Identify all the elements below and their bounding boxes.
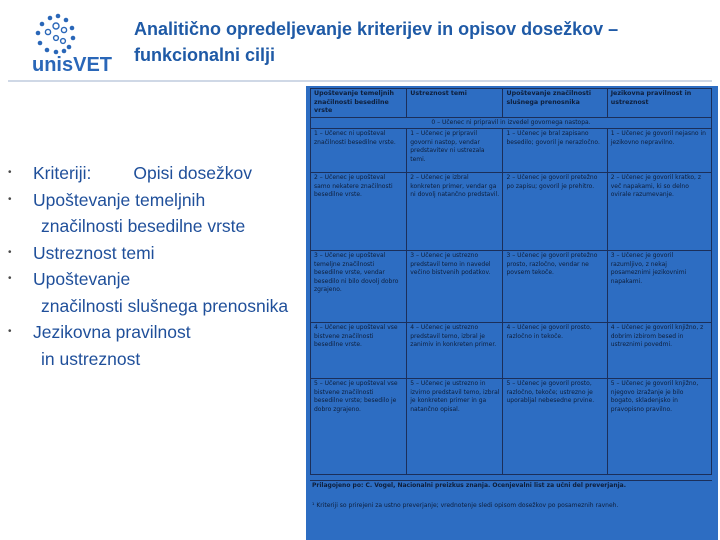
header-divider [8, 80, 712, 82]
table-row [311, 323, 712, 379]
bullet-label: Ustreznost temi [33, 242, 155, 263]
table-row [311, 379, 712, 475]
criteria-list-item [8, 319, 300, 372]
table-row [311, 129, 712, 173]
rubric-cell: 5 – Učenec je upošteval vse bistvene značilnosti besedilne vrste; besedilo je dobro zgrajeno. [311, 379, 407, 475]
rubric-cell: 3 – Učenec je govoril razumljivo, z nekaj posameznimi jezikovnimi napakami. [607, 251, 711, 323]
rubric-cell: 2 – Učenec je govoril kratko, z več napakami, ki so delno ovirale razumevanje. [607, 173, 711, 251]
criteria-list [8, 160, 300, 372]
rubric-header-cell: Upoštevanje značilnosti slušnega prenosnika [503, 89, 607, 118]
rubric-header-row [311, 89, 712, 118]
table-row [311, 251, 712, 323]
rubric-cell: 1 – Učenec ni upošteval značilnosti besedilne vrste. [311, 129, 407, 173]
rubric-cell: 5 – Učenec je govoril prosto, razločno, tekoče; ustrezno je uporabljal nebesedne prvine. [503, 379, 607, 475]
table-row [311, 173, 712, 251]
rubric-cell: 1 – Učenec je pripravil govorni nastop, vendar predstavitev ni ustrezala temi. [407, 129, 503, 173]
bullet-label: Upoštevanje [33, 269, 131, 289]
bullet-icon: • [8, 273, 12, 284]
bullet-label: Jezikovna pravilnost [33, 322, 191, 342]
bullet-icon: • [8, 193, 12, 205]
bullet-label: Upoštevanje temeljnih [33, 189, 206, 210]
rubric-panel [306, 86, 718, 540]
rubric-cell: 4 – Učenec je ustrezno predstavil temo, izbral je zanimiv in konkreten primer. [407, 323, 503, 379]
bullet-icon: • [8, 326, 12, 337]
bullet-icon: • [8, 167, 12, 178]
criteria-list-item [8, 187, 300, 240]
criteria-list-item [8, 266, 300, 319]
rubric-zero-row [311, 117, 712, 129]
slide-title: Analitično opredeljevanje kriterijev in opisov dosežkov – funkcionalni cilji [134, 19, 619, 65]
rubric-cell: 1 – Učenec je govoril nejasno in jezikovno nepravilno. [607, 129, 711, 173]
criteria-list-item [8, 240, 300, 267]
rubric-cell: 3 – Učenec je upošteval temeljne značilnosti besedilne vrste, vendar besedilo ni bilo dovolj dobro zgrajeno. [311, 251, 407, 323]
rubric-cell: 2 – Učenec je izbral konkreten primer, vendar ga ni dovolj natančno predstavil. [407, 173, 503, 251]
bullet-continuation: značilnosti besedilne vrste [41, 216, 246, 236]
criteria-list-item [8, 160, 300, 187]
rubric-header-cell: Jezikovna pravilnost in ustreznost [607, 89, 711, 118]
rubric-note: ¹ Kriteriji so prirejeni za ustno preverjanje; vrednotenje sledi opisom dosežkov po posameznih ravneh. [312, 502, 619, 509]
unisvet-logo-mark [28, 8, 128, 78]
rubric-cell: 1 – Učenec je bral zapisano besedilo; govoril je nerazločno. [503, 129, 607, 173]
rubric-header-cell: Upoštevanje temeljnih značilnosti besedilne vrste [311, 89, 407, 118]
bullet-continuation: značilnosti slušnega prenosnika [41, 295, 289, 316]
rubric-cell: 3 – Učenec je ustrezno predstavil temo in navedel večino bistvenih podatkov. [407, 251, 503, 323]
logo-text: unisVET [32, 54, 113, 76]
bullet-icon: • [8, 246, 12, 258]
rubric-cell: 3 – Učenec je govoril pretežno prosto, razločno, vendar ne povsem tekoče. [503, 251, 607, 323]
rubric-cell: 4 – Učenec je upošteval vse bistvene značilnosti besedilne vrste. [311, 323, 407, 379]
rubric-cell: 4 – Učenec je govoril knjižno, z dobrim izbirom besed in ustreznimi povedmi. [607, 323, 711, 379]
rubric-cell: 5 – Učenec je govoril knjižno, njegovo izražanje je bilo bogato, skladenjsko in pravopisno pravilno. [607, 379, 711, 475]
bullet-label: Kriteriji: [33, 163, 92, 183]
rubric-zero-cell: 0 – Učenec ni pripravil in izvedel govornega nastopa. [311, 117, 712, 129]
bullet-label-extra: Opisi dosežkov [133, 163, 253, 183]
bullet-continuation: in ustreznost [41, 348, 141, 369]
unisvet-logo [28, 8, 128, 78]
rubric-cell: 4 – Učenec je govoril prosto, razločno in tekoče. [503, 323, 607, 379]
rubric-header-cell: Ustreznost temi [407, 89, 503, 118]
rubric-cell: 5 – Učenec je ustrezno in izvirno predstavil temo, izbral je konkreten primer in ga natančno opisal. [407, 379, 503, 475]
rubric-note: Prilagojeno po: C. Vogel, Nacionalni preizkus znanja. Ocenjevalni list za učni del preverjanja. [312, 482, 627, 489]
rubric-table [310, 88, 712, 475]
rubric-cell: 2 – Učenec je upošteval samo nekatere značilnosti besedilne vrste. [311, 173, 407, 251]
rubric-cell: 2 – Učenec je govoril pretežno po zapisu; govoril je prehitro. [503, 173, 607, 251]
rubric-notes [310, 480, 712, 540]
